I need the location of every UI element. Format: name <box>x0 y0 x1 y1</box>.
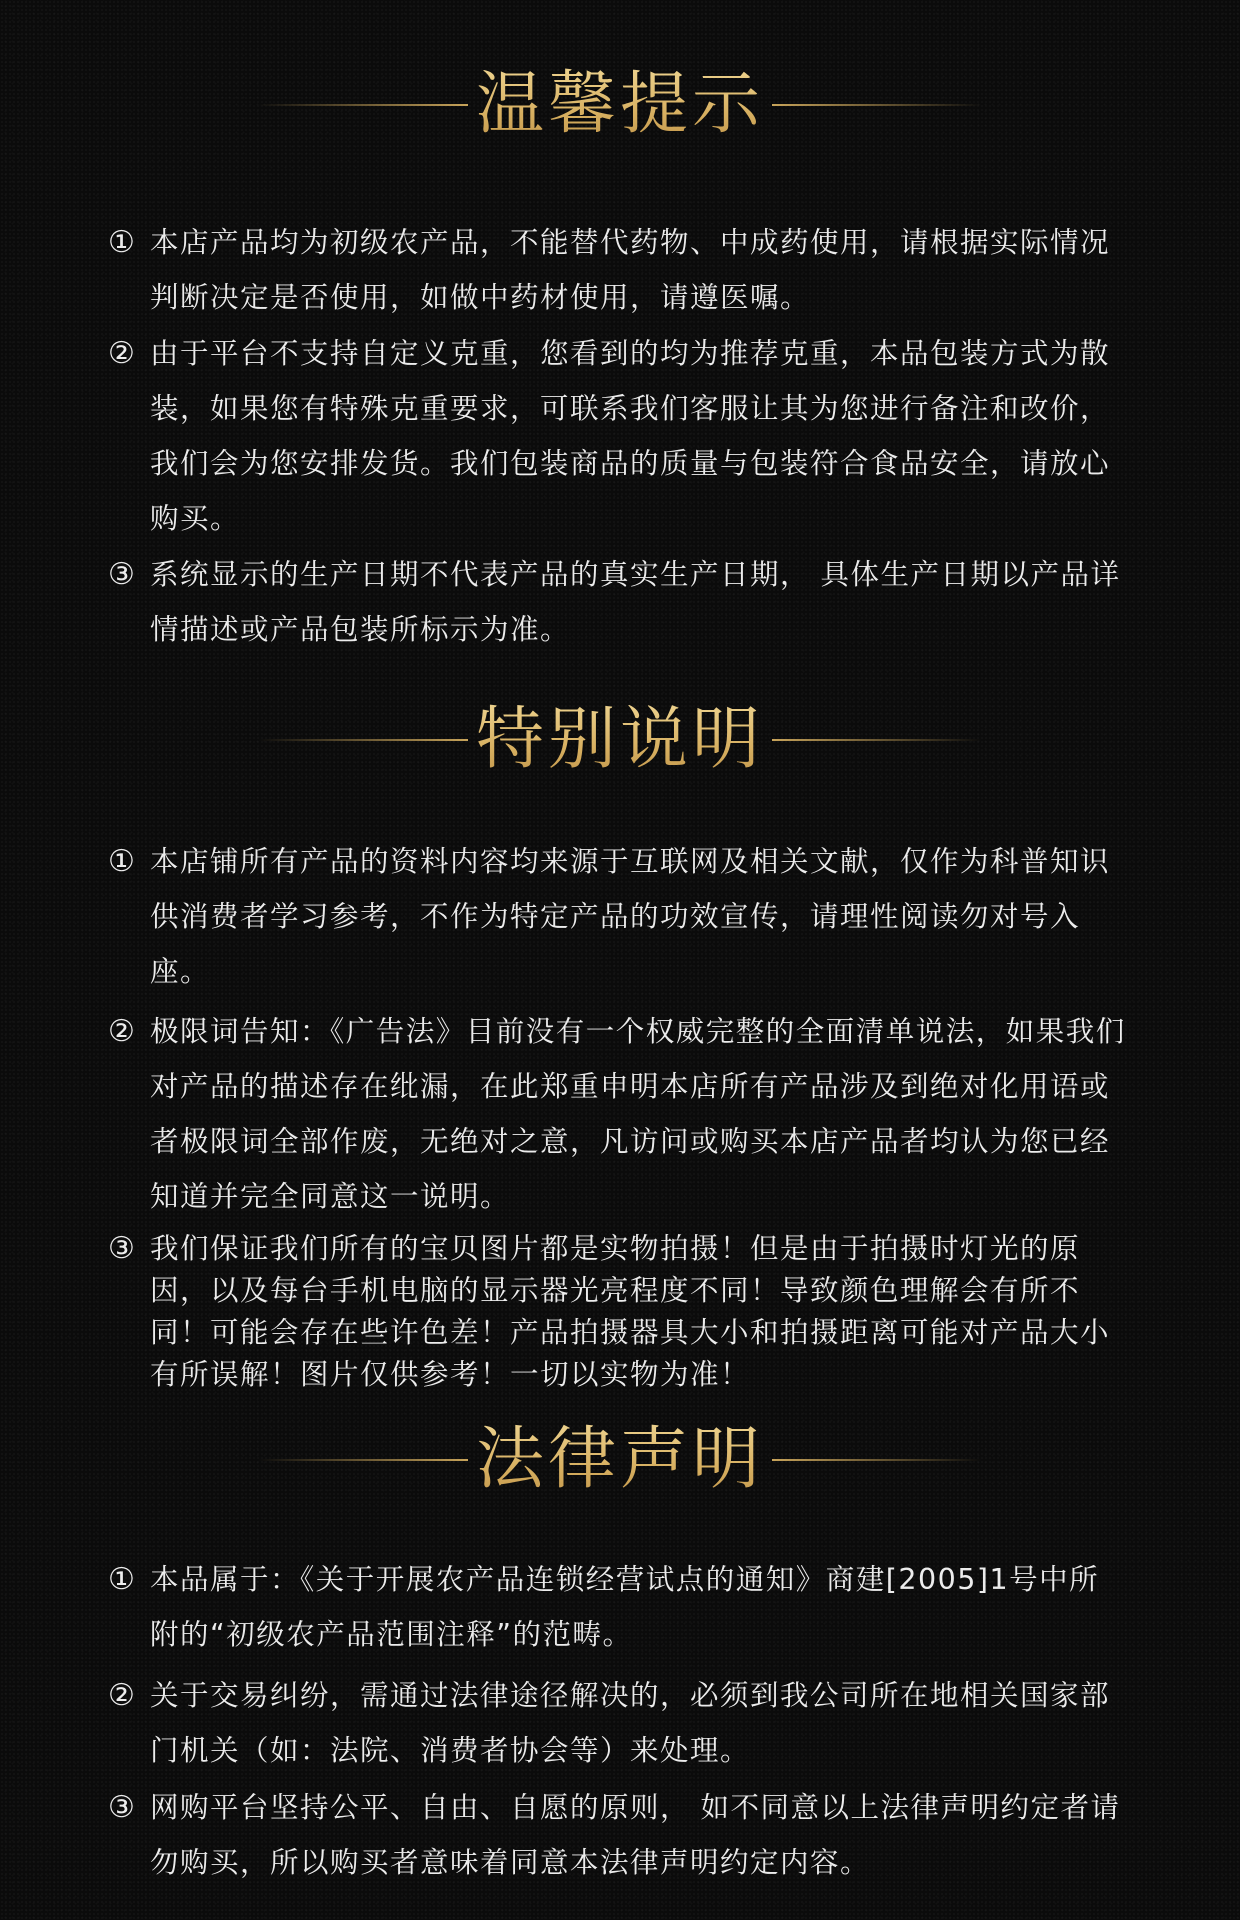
list-item <box>0 326 1240 546</box>
notice-list <box>0 834 1240 1396</box>
notice-list <box>0 1552 1240 1890</box>
divider-line-left <box>258 104 468 106</box>
list-item <box>0 215 1240 325</box>
item-text: 极限词告知：《广告法》目前没有一个权威完整的全面清单说法，如果我们对产品的描述存在纰漏，在此郑重申明本店所有产品涉及到绝对化用语或者极限词全部作废，无绝对之意，凡访问或购买本店产品者均认为您已经知道并完全同意这一说明。 <box>150 1015 1126 1213</box>
divider-line-left <box>258 739 468 741</box>
item-text: 本品属于：《关于开展农产品连锁经营试点的通知》商建[2005]1号中所附的“初级农产品范围注释”的范畴。 <box>150 1563 1100 1651</box>
item-number: ① <box>108 844 137 879</box>
divider-line-left <box>258 1459 468 1461</box>
section-heading <box>0 1410 1240 1510</box>
list-item <box>0 1228 1240 1396</box>
item-text: 本店产品均为初级农产品，不能替代药物、中成药使用，请根据实际情况判断决定是否使用，如做中药材使用，请遵医嘱。 <box>150 226 1111 314</box>
list-item <box>0 1004 1240 1224</box>
list-item <box>0 834 1240 999</box>
list-item <box>0 1780 1240 1890</box>
section-title: 温馨提示 <box>468 55 772 155</box>
list-item <box>0 547 1240 657</box>
list-item <box>0 1668 1240 1778</box>
item-number: ③ <box>108 1790 137 1825</box>
section-heading <box>0 55 1240 155</box>
section-special-notes <box>0 690 1240 1396</box>
divider-line-right <box>772 104 982 106</box>
item-number: ③ <box>108 1231 137 1266</box>
item-number: ② <box>108 336 137 371</box>
section-title: 特别说明 <box>468 690 772 790</box>
item-text: 网购平台坚持公平、自由、自愿的原则， 如不同意以上法律声明约定者请勿购买，所以购买者意味着同意本法律声明约定内容。 <box>150 1791 1121 1879</box>
divider-line-right <box>772 1459 982 1461</box>
item-number: ③ <box>108 557 137 592</box>
notice-list <box>0 215 1240 657</box>
section-heading <box>0 690 1240 790</box>
item-text: 我们保证我们所有的宝贝图片都是实物拍摄！但是由于拍摄时灯光的原因，以及每台手机电脑的显示器光亮程度不同！导致颜色理解会有所不同！可能会存在些许色差！产品拍摄器具大小和拍摄距离可能对产品大小有所误解！图片仅供参考！一切以实物为准！ <box>150 1232 1111 1391</box>
list-item <box>0 1552 1240 1662</box>
item-number: ① <box>108 1562 137 1597</box>
section-title: 法律声明 <box>468 1410 772 1510</box>
divider-line-right <box>772 739 982 741</box>
section-warm-tips <box>0 55 1240 657</box>
item-number: ① <box>108 225 137 260</box>
item-number: ② <box>108 1678 137 1713</box>
item-text: 由于平台不支持自定义克重，您看到的均为推荐克重，本品包装方式为散装，如果您有特殊克重要求，可联系我们客服让其为您进行备注和改价，我们会为您安排发货。我们包装商品的质量与包装符合食品安全，请放心购买。 <box>150 337 1111 535</box>
item-text: 本店铺所有产品的资料内容均来源于互联网及相关文献，仅作为科普知识供消费者学习参考，不作为特定产品的功效宣传，请理性阅读勿对号入座。 <box>150 845 1111 988</box>
section-legal-statement <box>0 1410 1240 1890</box>
item-text: 系统显示的生产日期不代表产品的真实生产日期， 具体生产日期以产品详情描述或产品包装所标示为准。 <box>150 558 1121 646</box>
item-number: ② <box>108 1014 137 1049</box>
item-text: 关于交易纠纷，需通过法律途径解决的，必须到我公司所在地相关国家部门机关（如：法院、消费者协会等）来处理。 <box>150 1679 1111 1767</box>
